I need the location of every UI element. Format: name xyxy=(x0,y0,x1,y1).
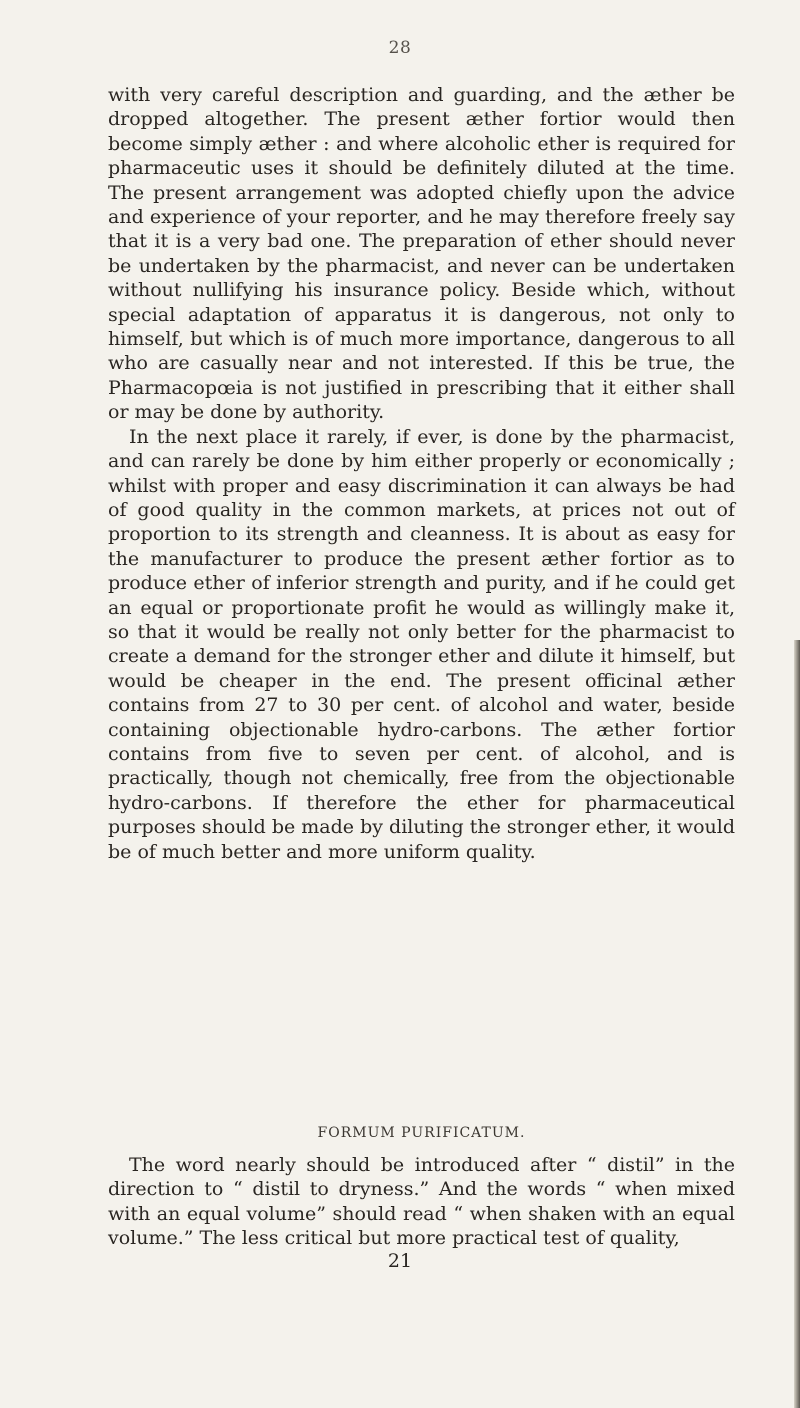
page-number: 28 xyxy=(388,38,412,58)
paragraph-formum: The word nearly should be introduced after “ distil” in the direction to “ distil to dryness.” And the words “ when mixed with an equal volume” should read “ when shaken with an equal volume.” The less critical but more practical test of quality, xyxy=(108,1154,735,1250)
signature-mark: 21 xyxy=(387,1250,413,1272)
section-heading: FORMUM PURIFICATUM. xyxy=(317,1125,526,1141)
section-body xyxy=(108,1153,735,1251)
paragraph-next-place: In the next place it rarely, if ever, is done by the pharmacist, and can rarely be done by him either properly or economically ; whilst with proper and easy discrimination it can always be had of good quality in the common markets, at prices not out of proportion to its strength and cleanness. It is about as easy for the manufacturer to produce the present æther fortior as to produce ether of inferior strength and purity, and if he could get an equal or proportionate profit he would as willingly make it, so that it would be really not only better for the pharmacist to create a demand for the stronger ether and dilute it himself, but would be cheaper in the end. The present officinal æther contains from 27 to 30 per cent. of alcohol and water, beside containing objectionable hydro-carbons. The æther fortior contains from five to seven per cent. of alcohol, and is practically, though not chemically, free from the objectionable hydro-carbons. If therefore the ether for pharmaceutical purposes should be made by diluting the stronger ether, it would be of much better and more uniform quality. xyxy=(108,425,735,863)
paragraph-continued: with very careful description and guarding, and the æther be dropped altogether. The present æther fortior would then become simply æther : and where alcoholic ether is required for pharmaceutic uses it should be definitely diluted at the time. The present arrangement was adopted chiefly upon the advice and experience of your reporter, and he may therefore freely say that it is a very bad one. The preparation of ether should never be undertaken by the pharmacist, and never can be undertaken without nullifying his insurance policy. Beside which, without special adaptation of apparatus it is dangerous, not only to himself, but which is of much more importance, dangerous to all who are casually near and not interested. If this be true, the Pharmacopœia is not justified in prescribing that it either shall or may be done by authority. xyxy=(108,84,735,424)
body-text xyxy=(108,83,735,864)
page-edge-shadow xyxy=(794,640,800,1408)
